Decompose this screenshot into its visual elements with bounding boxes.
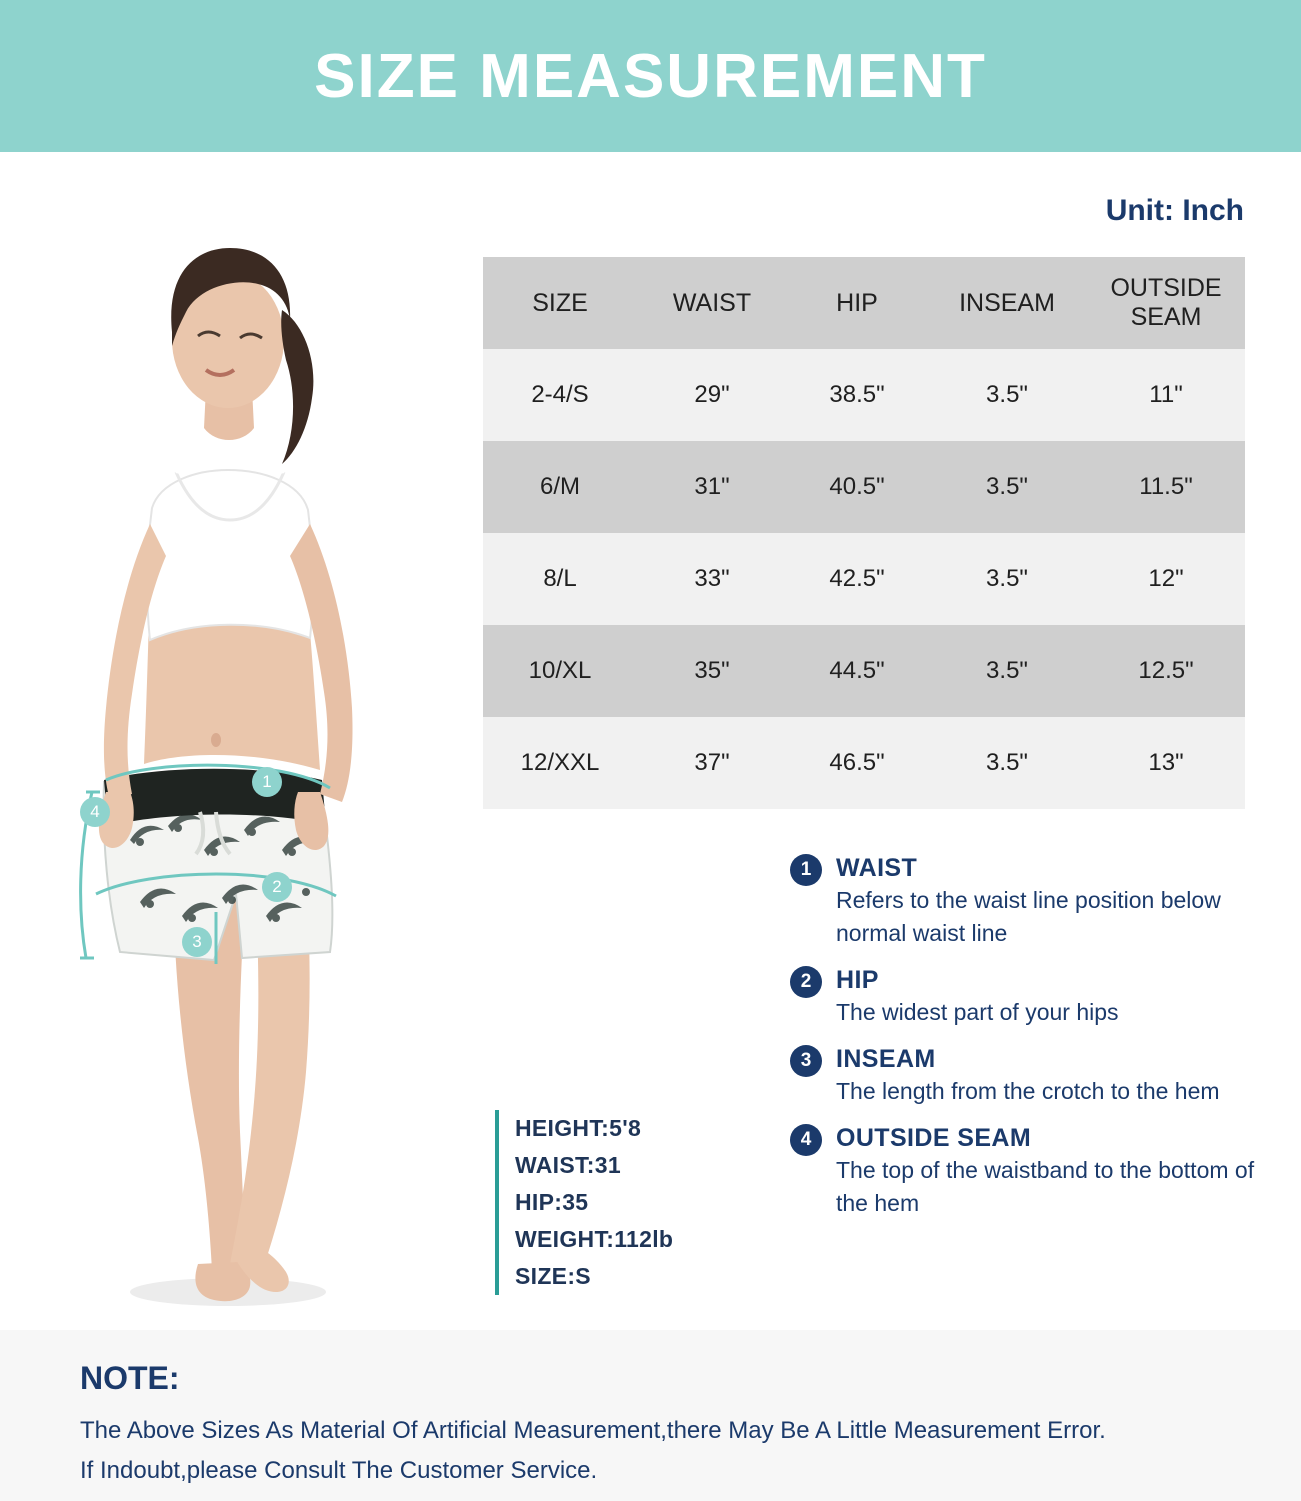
cell-hip: 42.5" <box>829 565 885 592</box>
cell-size: 12/XXL <box>520 749 600 776</box>
unit-label: Unit: Inch <box>1105 194 1244 227</box>
legend-item-outside-seam <box>790 1122 1260 1220</box>
model-stat-size: SIZE:S <box>515 1263 591 1289</box>
page-header <box>0 0 1301 152</box>
model-stat-waist: WAIST:31 <box>515 1152 621 1178</box>
cell-outside-seam: 11.5" <box>1139 473 1193 500</box>
cell-inseam: 3.5" <box>986 749 1028 776</box>
legend-text-outside-seam <box>836 1122 1260 1220</box>
model-stat-height: HEIGHT:5'8 <box>515 1115 642 1141</box>
legend-item-waist <box>790 852 1260 950</box>
table-row <box>483 717 1245 809</box>
legend-title-inseam: INSEAM <box>836 1045 936 1073</box>
legend-title-outside-seam: OUTSIDE SEAM <box>836 1124 1032 1152</box>
table-header-row <box>483 257 1245 349</box>
marker-inseam: 3 <box>182 927 212 957</box>
legend-badge-4: 4 <box>790 1124 822 1156</box>
legend-text-hip <box>836 964 1260 1029</box>
legend-badge-1: 1 <box>790 854 822 886</box>
note-section <box>0 1330 1301 1501</box>
table-row <box>483 349 1245 441</box>
legend-item-inseam <box>790 1043 1260 1108</box>
model-photo <box>0 152 470 1330</box>
column-header-outside-seam: OUTSIDE SEAM <box>1110 274 1222 331</box>
cell-outside-seam: 12" <box>1148 565 1184 592</box>
page-title: SIZE MEASUREMENT <box>314 41 987 111</box>
legend-text-waist <box>836 852 1260 950</box>
legend-desc-inseam: The length from the crotch to the hem <box>836 1078 1220 1104</box>
cell-hip: 40.5" <box>829 473 885 500</box>
cell-waist: 31" <box>694 473 730 500</box>
cell-inseam: 3.5" <box>986 657 1028 684</box>
note-line-2: If Indoubt,please Consult The Customer Service. <box>80 1457 598 1484</box>
table-row <box>483 533 1245 625</box>
marker-hip: 2 <box>262 872 292 902</box>
model-stat-hip: HIP:35 <box>515 1189 589 1215</box>
table-row <box>483 441 1245 533</box>
note-title: NOTE: <box>80 1360 180 1396</box>
column-header-size: SIZE <box>532 288 588 317</box>
column-header-waist: WAIST <box>672 288 752 317</box>
cell-hip: 44.5" <box>829 657 885 684</box>
main-content <box>0 152 1301 1330</box>
column-header-hip: HIP <box>836 288 878 317</box>
cell-waist: 33" <box>694 565 730 592</box>
cell-waist: 37" <box>694 749 730 776</box>
cell-size: 10/XL <box>528 657 592 684</box>
cell-size: 8/L <box>543 565 577 592</box>
cell-hip: 38.5" <box>829 381 885 408</box>
cell-inseam: 3.5" <box>986 565 1028 592</box>
cell-outside-seam: 13" <box>1148 749 1184 776</box>
model-stat-weight: WEIGHT:112lb <box>515 1226 674 1252</box>
cell-waist: 29" <box>694 381 730 408</box>
measurement-legend <box>790 852 1260 1234</box>
legend-text-inseam <box>836 1043 1260 1108</box>
cell-size: 2-4/S <box>531 381 589 408</box>
cell-waist: 35" <box>694 657 730 684</box>
cell-outside-seam: 11" <box>1149 381 1183 408</box>
cell-inseam: 3.5" <box>986 381 1028 408</box>
legend-badge-3: 3 <box>790 1045 822 1077</box>
cell-hip: 46.5" <box>829 749 885 776</box>
legend-title-waist: WAIST <box>836 854 918 882</box>
table-row <box>483 625 1245 717</box>
legend-desc-hip: The widest part of your hips <box>836 999 1119 1025</box>
legend-desc-outside-seam: The top of the waistband to the bottom of the hem <box>836 1157 1255 1216</box>
legend-title-hip: HIP <box>836 966 879 994</box>
cell-size: 6/M <box>539 473 580 500</box>
model-stats <box>495 1110 673 1295</box>
legend-item-hip <box>790 964 1260 1029</box>
model-illustration <box>0 152 470 1330</box>
marker-outside-seam: 4 <box>80 797 110 827</box>
legend-badge-2: 2 <box>790 966 822 998</box>
note-line-1: The Above Sizes As Material Of Artificial Measurement,there May Be A Little Measurement Error. <box>80 1417 1106 1444</box>
legend-desc-waist: Refers to the waist line position below normal waist line <box>836 887 1221 946</box>
cell-inseam: 3.5" <box>986 473 1028 500</box>
marker-waist: 1 <box>252 767 282 797</box>
size-chart-table <box>483 257 1245 809</box>
column-header-inseam: INSEAM <box>959 288 1055 317</box>
cell-outside-seam: 12.5" <box>1138 657 1194 684</box>
